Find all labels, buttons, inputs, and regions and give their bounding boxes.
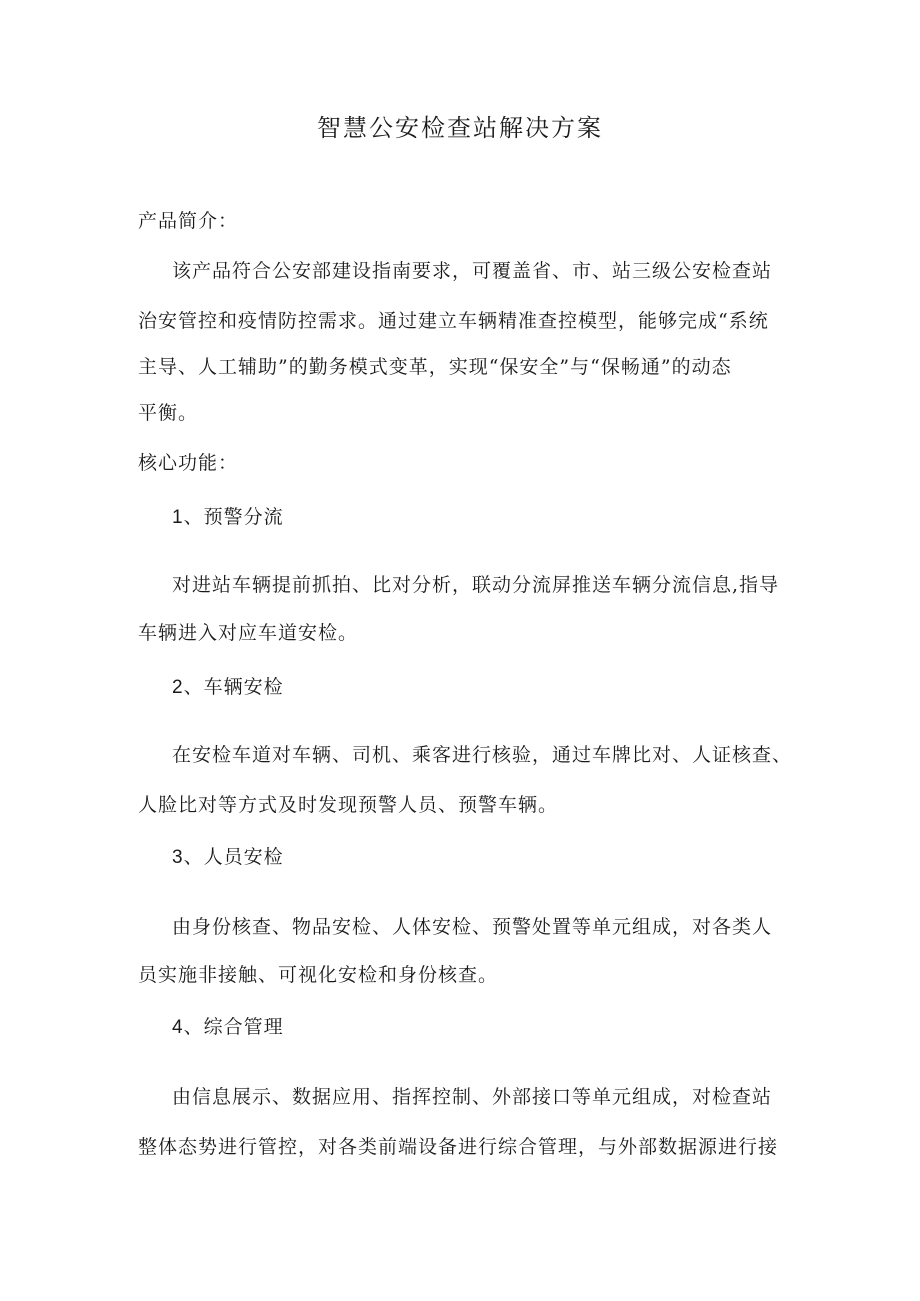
section-number-1: 1 bbox=[172, 507, 184, 528]
section-heading-4 bbox=[172, 1012, 284, 1043]
section-title-3: 、人员安检 bbox=[183, 846, 284, 868]
intro-line-4: 平衡。 bbox=[138, 402, 199, 424]
intro-heading: 产品简介： bbox=[138, 210, 239, 232]
core-heading: 核心功能： bbox=[138, 452, 239, 474]
section-heading-2 bbox=[172, 672, 284, 703]
section-4-line-2: 整体态势进行管控，对各类前端设备进行综合管理，与外部数据源进行接 bbox=[138, 1136, 779, 1158]
section-heading-1 bbox=[172, 502, 284, 533]
section-heading-3 bbox=[172, 842, 284, 873]
section-number-2: 2 bbox=[172, 677, 184, 698]
section-2-line-2: 人脸比对等方式及时发现预警人员、预警车辆。 bbox=[138, 794, 559, 816]
section-3-line-1: 由身份核查、物品安检、人体安检、预警处置等单元组成，对各类人 bbox=[172, 916, 773, 938]
intro-line-3: 主导、人工辅助”的勤务模式变革，实现“保安全”与“保畅通”的动态 bbox=[138, 356, 732, 378]
section-title-4: 、综合管理 bbox=[183, 1016, 284, 1038]
document-title: 智慧公安检查站解决方案 bbox=[317, 114, 603, 142]
section-2-line-1: 在安检车道对车辆、司机、乘客进行核验，通过车牌比对、人证核查、 bbox=[172, 744, 793, 766]
section-1-line-2: 车辆进入对应车道安检。 bbox=[138, 622, 359, 644]
section-title-2: 、车辆安检 bbox=[183, 676, 284, 698]
section-number-3: 3 bbox=[172, 847, 184, 868]
section-4-line-1: 由信息展示、数据应用、指挥控制、外部接口等单元组成，对检查站 bbox=[172, 1086, 773, 1108]
intro-line-2: 治安管控和疫情防控需求。通过建立车辆精准查控模型，能够完成“系统 bbox=[138, 310, 769, 332]
intro-line-1: 该产品符合公安部建设指南要求，可覆盖省、市、站三级公安检查站 bbox=[172, 260, 773, 282]
section-3-line-2: 员实施非接触、可视化安检和身份核查。 bbox=[138, 964, 499, 986]
section-1-line-1: 对进站车辆提前抓拍、比对分析，联动分流屏推送车辆分流信息,指导 bbox=[172, 574, 780, 596]
section-title-1: 、预警分流 bbox=[183, 506, 284, 528]
section-number-4: 4 bbox=[172, 1017, 184, 1038]
